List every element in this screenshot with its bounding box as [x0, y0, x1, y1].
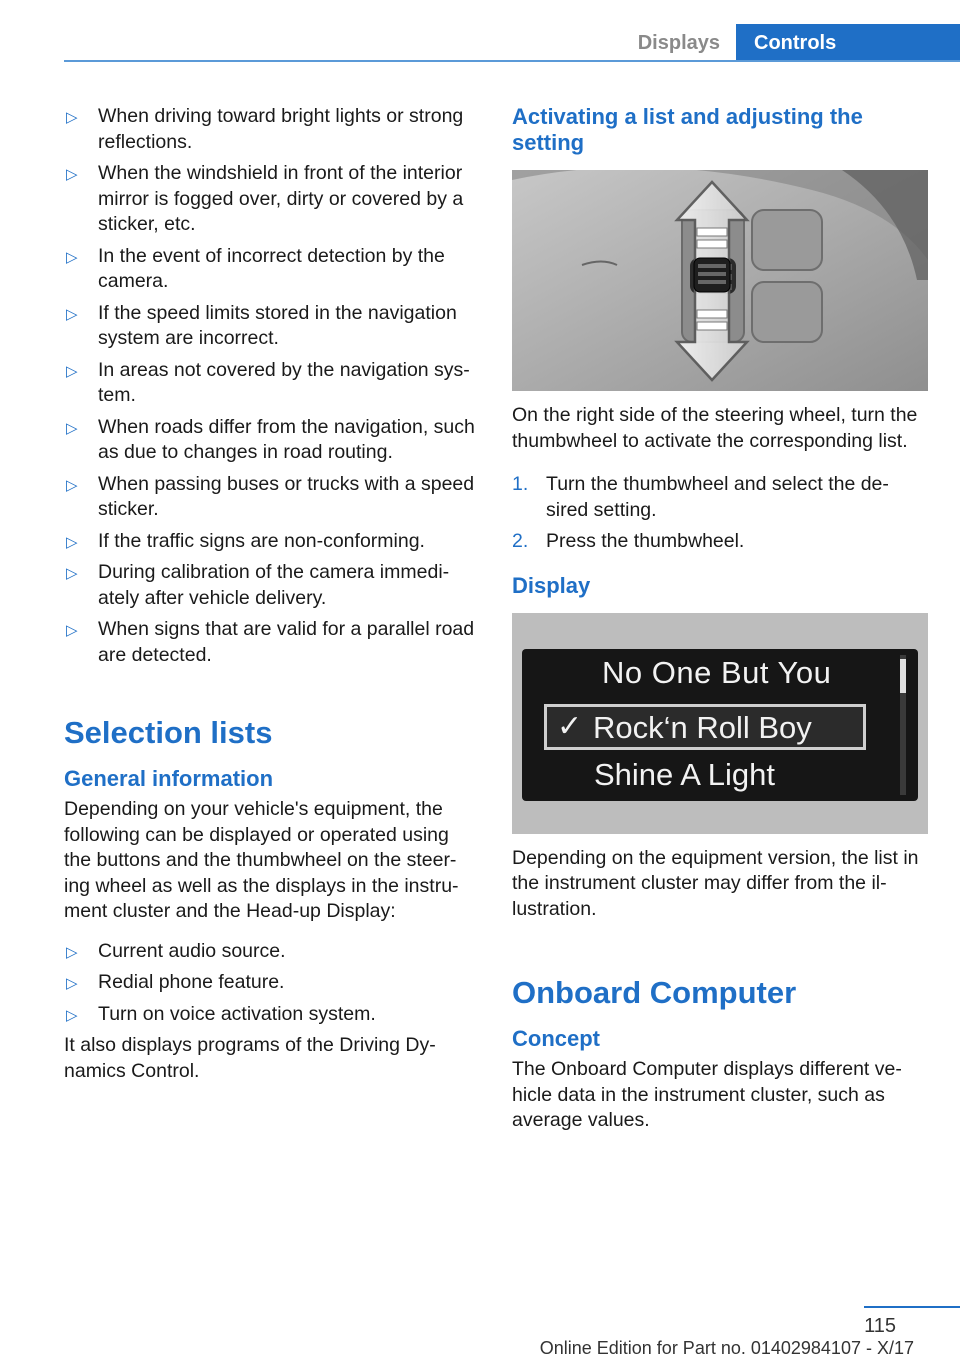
page-number: 115	[864, 1315, 896, 1337]
list-item: 2. Press the thumbwheel.	[512, 530, 745, 552]
list-item: ▷ When the windshield in front of the interior mirror is fogged over, dirty or covered by a sticker, etc.	[66, 162, 464, 235]
triangle-bullet-icon: ▷	[66, 362, 78, 380]
steering-wheel-illustration	[512, 170, 928, 391]
section-tab: Displays	[637, 32, 720, 54]
footer-rule	[864, 1306, 960, 1308]
checkmark-icon: ✓	[557, 709, 583, 743]
list-item: ▷ In areas not covered by the navigation sys-tem.	[66, 358, 470, 406]
features-list	[64, 939, 480, 1028]
list-item: ▷ When passing buses or trucks with a speed sticker.	[66, 472, 475, 520]
list-item: ▷ If the speed limits stored in the navigation system are incorrect.	[66, 301, 457, 349]
display-item-3: Shine A Light	[594, 756, 775, 792]
limitations-list	[64, 104, 480, 668]
activating-list-text: On the right side of the steering wheel, turn the thumbwheel to activate the corresponding list.	[512, 404, 918, 452]
triangle-bullet-icon: ▷	[66, 533, 78, 551]
triangle-bullet-icon: ▷	[66, 305, 78, 323]
general-information-text: Depending on your vehicle's equipment, the following can be displayed or operated using the buttons and the thumbwheel on the steer-ing wheel as well as the displays in the instru-ment cluster and the Head-up Display:	[64, 798, 459, 922]
steps-list	[512, 472, 928, 555]
chapter-tab: Controls	[736, 24, 960, 62]
activating-list-heading: Activating a list and adjusting the setting	[512, 104, 863, 155]
list-item: 1. Turn the thumbwheel and select the de-sired setting.	[512, 473, 889, 521]
triangle-bullet-icon: ▷	[66, 166, 78, 183]
display-selected-row	[544, 704, 866, 750]
list-item: ▷ During calibration of the camera immedi-ately after vehicle delivery.	[66, 561, 450, 609]
list-item: ▷ Current audio source.	[64, 939, 480, 965]
onboard-computer-heading: Onboard Computer	[512, 975, 797, 1010]
edition-note: Online Edition for Part no. 01402984107 - X/17	[539, 1338, 914, 1358]
list-item: ▷ Redial phone feature.	[64, 970, 480, 996]
triangle-bullet-icon: ▷	[66, 565, 78, 582]
list-item: ▷ In the event of incorrect detection by the camera.	[66, 244, 445, 292]
triangle-bullet-icon: ▷	[66, 419, 78, 437]
triangle-bullet-icon: ▷	[66, 1006, 78, 1024]
header-tabs	[622, 24, 960, 62]
display-item-2: Rock‘n Roll Boy	[593, 709, 812, 745]
triangle-bullet-icon: ▷	[66, 975, 78, 992]
triangle-bullet-icon: ▷	[66, 109, 78, 126]
steering-wheel-thumbwheel-icon	[512, 170, 928, 391]
concept-text: The Onboard Computer displays different ve-hicle data in the instrument cluster, such as average values.	[512, 1058, 902, 1131]
display-heading: Display	[512, 572, 591, 598]
general-information-heading: General information	[64, 766, 274, 791]
selection-lists-heading: Selection lists	[64, 715, 273, 750]
concept-heading: Concept	[512, 1026, 600, 1051]
list-item: ▷ When signs that are valid for a parallel road are detected.	[66, 618, 475, 666]
cluster-display-illustration	[512, 613, 928, 834]
list-item: ▷ Turn on voice activation system.	[64, 1002, 480, 1028]
header-rule	[64, 60, 960, 62]
triangle-bullet-icon: ▷	[66, 943, 78, 961]
left-column	[64, 104, 480, 1084]
driving-dynamics-text: It also displays programs of the Driving Dy-namics Control.	[64, 1034, 436, 1082]
triangle-bullet-icon: ▷	[66, 248, 78, 266]
right-column	[512, 104, 928, 1134]
display-note-text: Depending on the equipment version, the list in the instrument cluster may differ from the il-lustration.	[512, 846, 919, 920]
display-screen	[522, 649, 918, 801]
list-item: ▷ When roads differ from the navigation, such as due to changes in road routing.	[66, 415, 475, 463]
triangle-bullet-icon: ▷	[66, 622, 78, 639]
display-item-1: No One But You	[602, 654, 832, 690]
list-item: ▷ If the traffic signs are non-conforming.	[64, 529, 480, 555]
display-scroll-thumb	[900, 659, 906, 693]
list-item: ▷ When driving toward bright lights or strong reflections.	[66, 105, 464, 153]
triangle-bullet-icon: ▷	[66, 476, 78, 494]
